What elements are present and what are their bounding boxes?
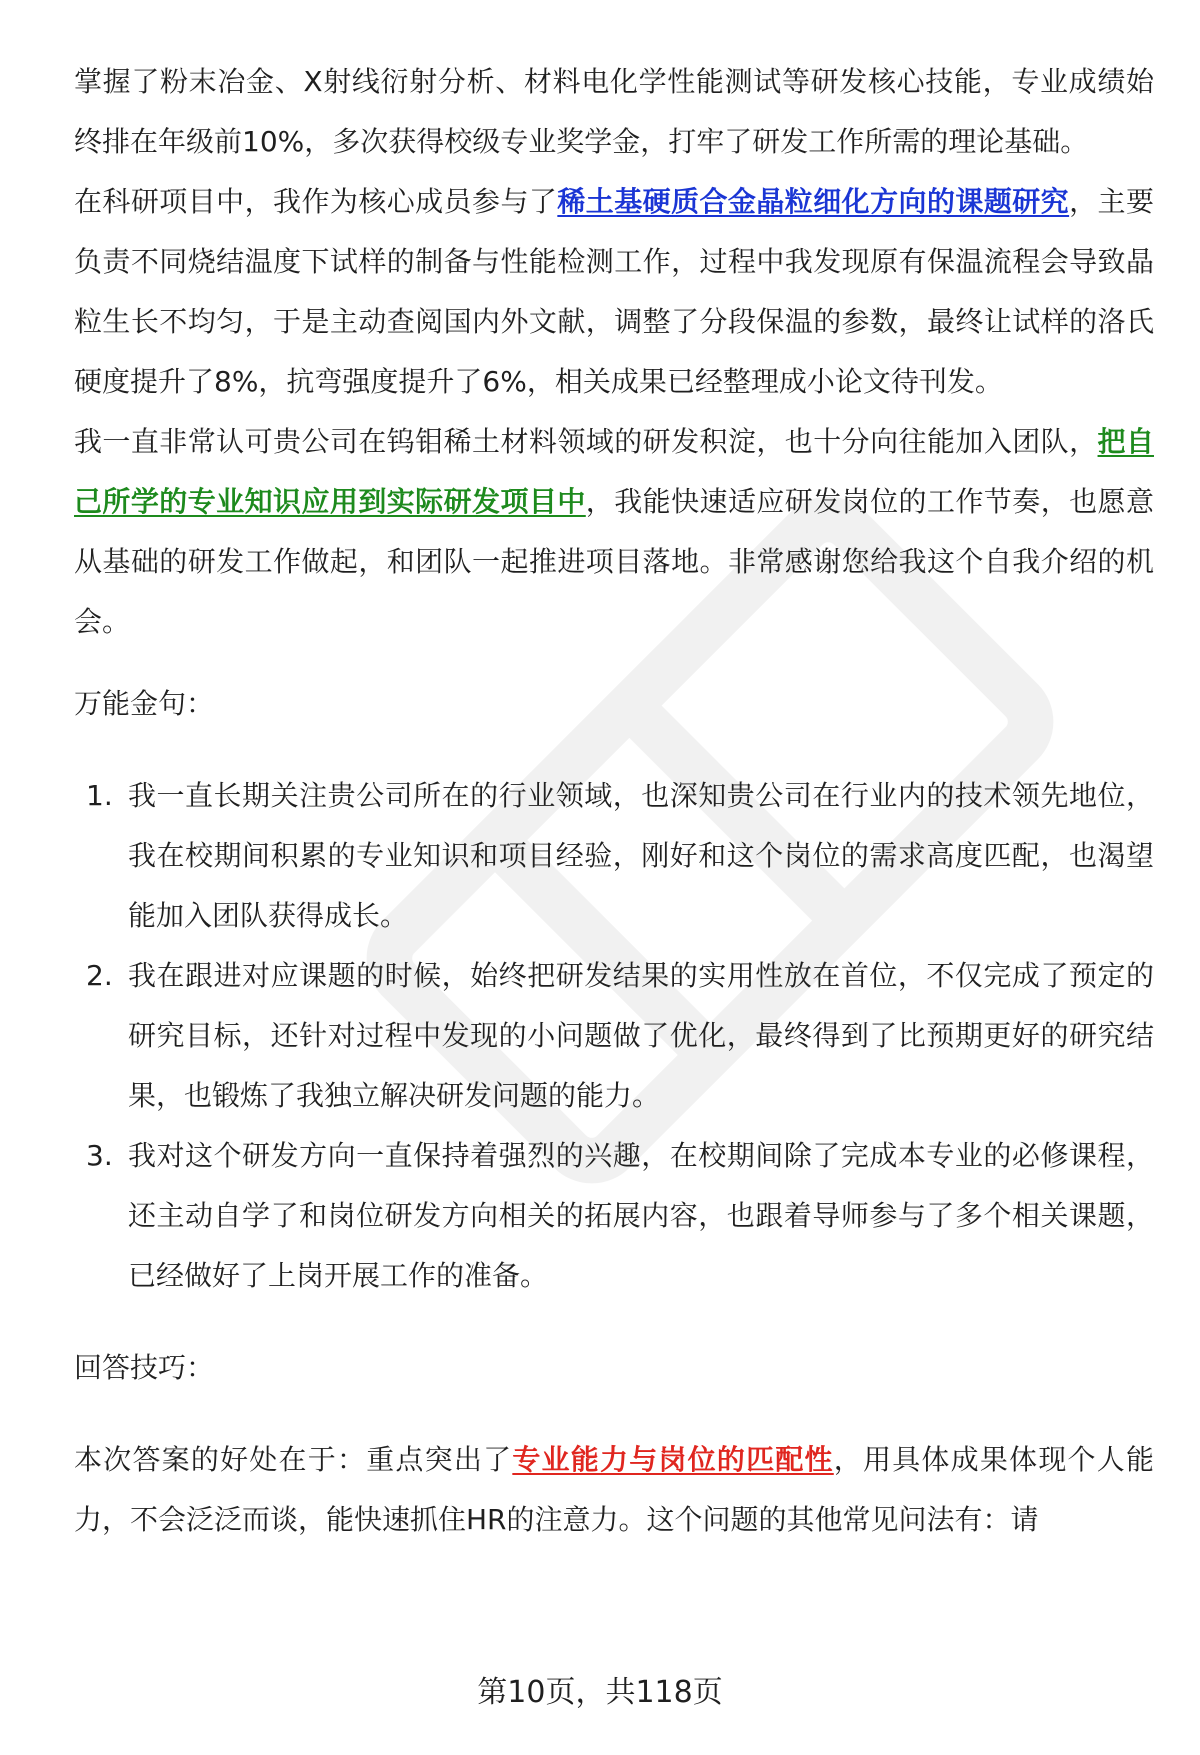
list-item: [74, 766, 1154, 946]
list-item-number: 2.: [86, 959, 113, 992]
list-item-text: 我对这个研发方向一直保持着强烈的兴趣，在校期间除了完成本专业的必修课程，还主动自学了和岗位研发方向相关的拓展内容，也跟着导师参与了多个相关课题，已经做好了上岗开展工作的准备。: [128, 1139, 1154, 1292]
intro-paragraph-2-text-after: ，主要负责不同烧结温度下试样的制备与性能检测工作，过程中我发现原有保温流程会导致晶粒生长不均匀，于是主动查阅国内外文献，调整了分段保温的参数，最终让试样的洛氏硬度提升了8%，抗弯强度提升了6%，相关成果已经整理成小论文待刊发。: [74, 185, 1154, 398]
answer-tips-heading: 回答技巧：: [74, 1351, 215, 1384]
list-item-text: 我一直长期关注贵公司所在的行业领域，也深知贵公司在行业内的技术领先地位，我在校期间积累的专业知识和项目经验，刚好和这个岗位的需求高度匹配，也渴望能加入团队获得成长。: [128, 779, 1154, 932]
intro-paragraph-1: 掌握了粉末冶金、X射线衍射分析、材料电化学性能测试等研发核心技能，专业成绩始终排在年级前10%，多次获得校级专业奖学金，打牢了研发工作所需的理论基础。: [74, 65, 1154, 158]
list-item-number: 3.: [86, 1139, 113, 1172]
tips-text-before: 本次答案的好处在于：重点突出了: [74, 1443, 513, 1476]
tips-paragraph: [74, 1430, 1154, 1550]
tips-text-after: ，用具体成果体现个人能力，不会泛泛而谈，能快速抓住HR的注意力。这个问题的其他常见问法有：请: [74, 1443, 1154, 1536]
list-item: [74, 1126, 1154, 1306]
highlight-skill-match: 专业能力与岗位的匹配性: [512, 1443, 834, 1476]
list-item-number: 1.: [86, 779, 113, 812]
highlight-apply-knowledge: 把自己所学的专业知识应用到实际研发项目中: [74, 425, 1154, 518]
page-number-footer: 第10页，共118页: [477, 1675, 723, 1710]
intro-paragraph-3-text-before: 我一直非常认可贵公司在钨钼稀土材料领域的研发积淀，也十分向往能加入团队，: [74, 425, 1098, 458]
intro-paragraph-3-text-after: ，我能快速适应研发岗位的工作节奏，也愿意从基础的研发工作做起，和团队一起推进项目落地。非常感谢您给我这个自我介绍的机会。: [74, 485, 1154, 638]
highlight-research-topic: 稀土基硬质合金晶粒细化方向的课题研究: [557, 185, 1070, 218]
list-item: [74, 946, 1154, 1126]
golden-sentences-heading: 万能金句：: [74, 687, 215, 720]
document-body: [74, 52, 1154, 1550]
intro-paragraph-2-text-before: 在科研项目中，我作为核心成员参与了: [74, 185, 558, 218]
intro-paragraph-3: [74, 412, 1154, 652]
golden-sentences-list: [74, 766, 1154, 1306]
intro-paragraph-2: [74, 172, 1154, 412]
list-item-text: 我在跟进对应课题的时候，始终把研发结果的实用性放在首位，不仅完成了预定的研究目标，还针对过程中发现的小问题做了优化，最终得到了比预期更好的研究结果，也锻炼了我独立解决研发问题的能力。: [128, 959, 1154, 1112]
